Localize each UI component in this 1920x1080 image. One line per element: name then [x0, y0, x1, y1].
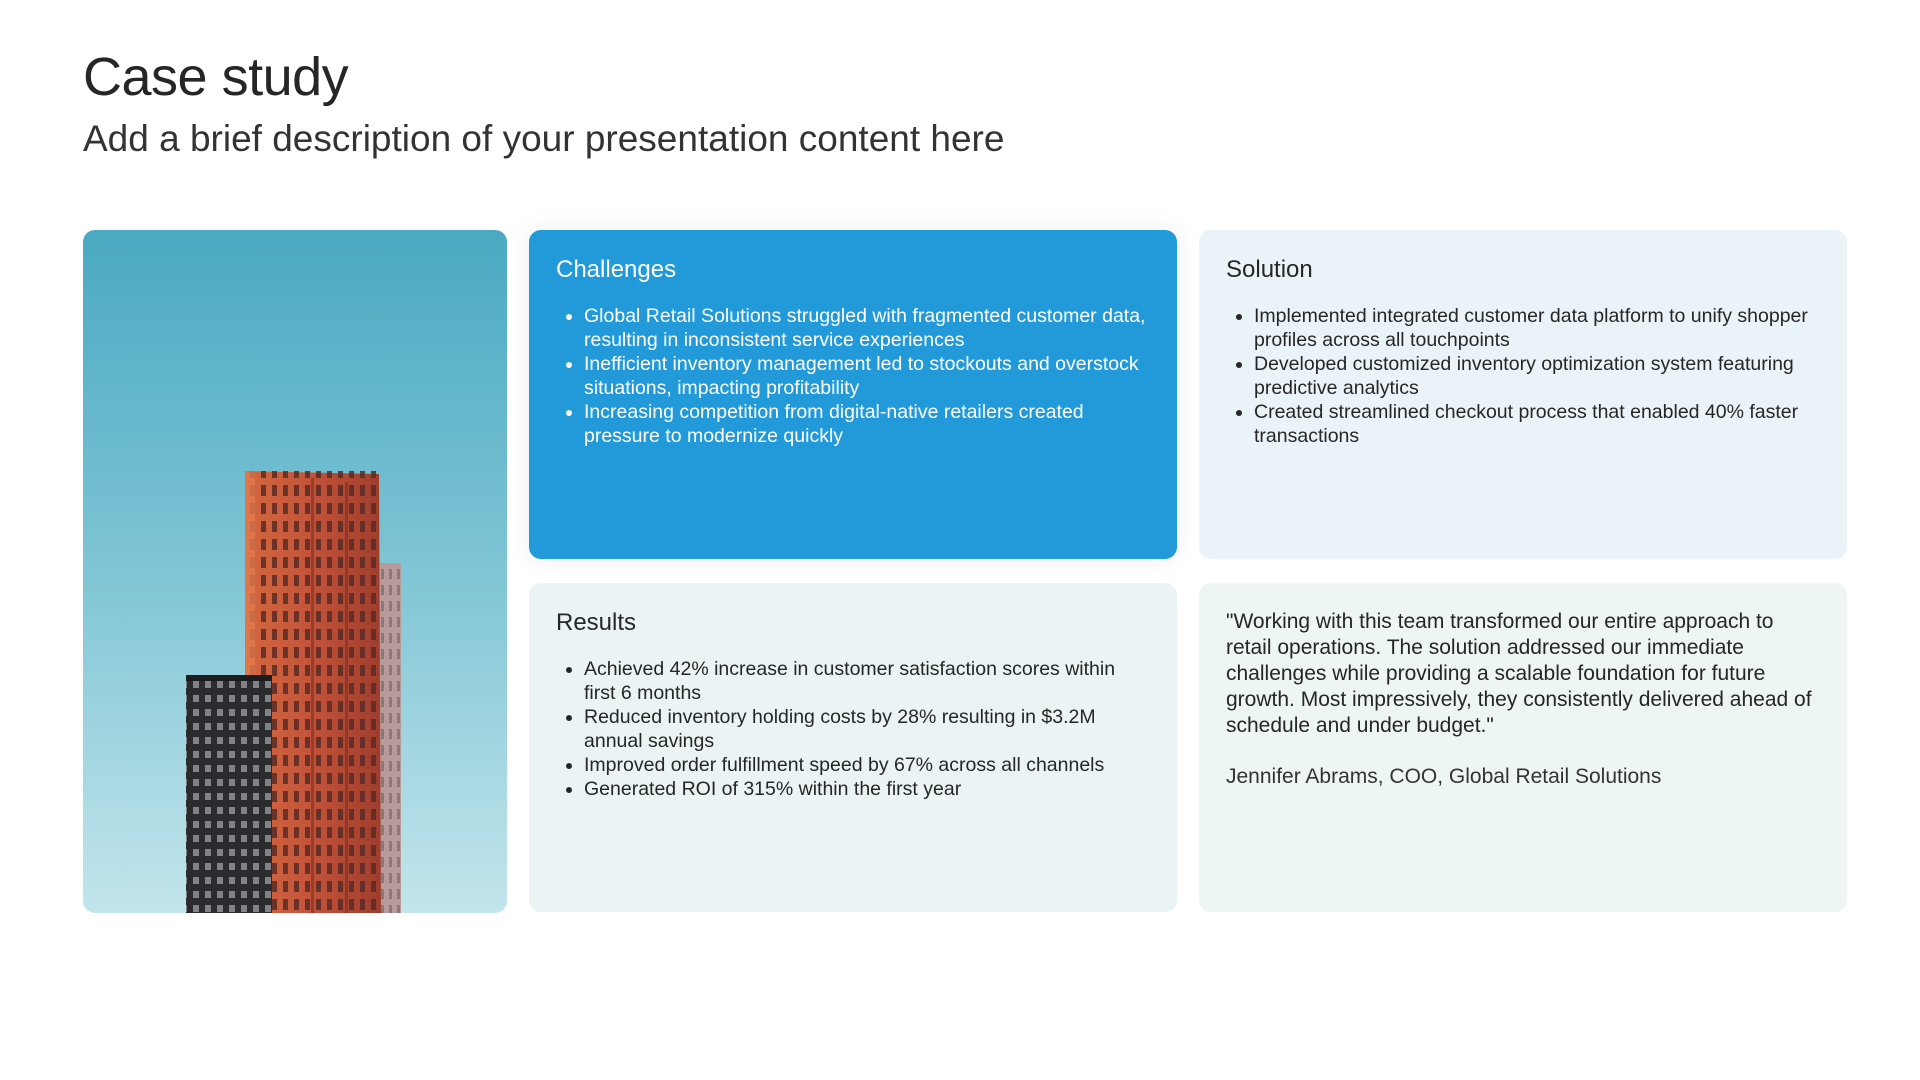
list-item: • Achieved 42% increase in customer satisfaction scores within first 6 months: [584, 657, 1151, 705]
testimonial-author: Jennifer Abrams, COO, Global Retail Solutions: [1226, 765, 1662, 788]
solution-card: [1199, 230, 1847, 559]
results-card: [529, 583, 1177, 912]
page-title: Case study: [83, 47, 349, 107]
list-item: • Developed customized inventory optimization system featuring predictive analytics: [1254, 352, 1821, 400]
challenges-title: Challenges: [556, 256, 677, 283]
list-item: • Created streamlined checkout process that enabled 40% faster transactions: [1254, 400, 1821, 448]
page-subtitle: Add a brief description of your presentation content here: [83, 118, 1005, 159]
list-item: • Inefficient inventory management led to stockouts and overstock situations, impacting profitability: [584, 352, 1151, 400]
challenges-list: [556, 304, 1151, 448]
list-item: • Reduced inventory holding costs by 28% resulting in $3.2M annual savings: [584, 705, 1151, 753]
results-list: [556, 657, 1151, 801]
testimonial-quote: "Working with this team transformed our entire approach to retail operations. The solution addressed our immediate challenges while providing a scalable foundation for future growth. Most impressively, they consistently delivered ahead of schedule and under budget.": [1226, 610, 1812, 737]
list-item: • Implemented integrated customer data platform to unify shopper profiles across all touchpoints: [1254, 304, 1821, 352]
testimonial-card: [1199, 583, 1847, 912]
solution-title: Solution: [1226, 256, 1313, 283]
list-item: • Global Retail Solutions struggled with fragmented customer data, resulting in inconsistent service experiences: [584, 304, 1151, 352]
list-item: • Generated ROI of 315% within the first year: [584, 777, 1151, 801]
challenges-card: [529, 230, 1177, 559]
list-item: • Improved order fulfillment speed by 67% across all channels: [584, 753, 1151, 777]
list-item: • Increasing competition from digital-native retailers created pressure to modernize quickly: [584, 400, 1151, 448]
solution-list: [1226, 304, 1821, 448]
building-photo: [83, 230, 507, 913]
results-title: Results: [556, 609, 637, 636]
